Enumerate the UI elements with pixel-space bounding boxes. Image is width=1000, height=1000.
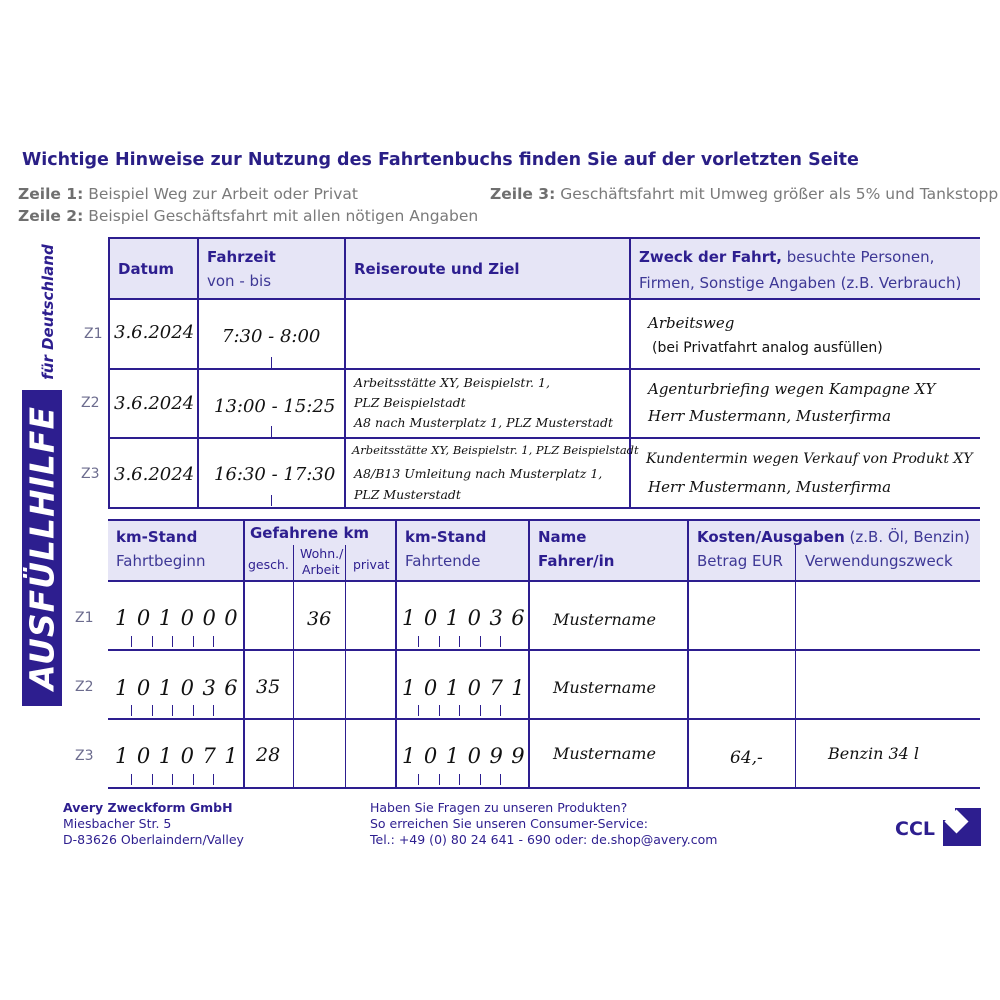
row-label-z2: Z2	[75, 679, 94, 695]
top-table-border-bottom	[108, 507, 980, 509]
zweck-line: Kundentermin wegen Verkauf von Produkt XY	[646, 451, 973, 467]
service-intro: So erreichen Sie unseren Consumer-Service:	[370, 816, 649, 831]
km-end-value: 101099	[402, 744, 534, 768]
digit-tick	[131, 636, 132, 647]
ccl-logo-text: CCL	[895, 818, 935, 840]
hint-1-label: Zeile 1:	[18, 185, 84, 203]
time-tick	[271, 426, 272, 437]
header-km-end: km-Stand	[405, 528, 487, 546]
company-city: D-83626 Oberlaindern/Valley	[63, 832, 244, 847]
time-cell: 7:30 - 8:00	[222, 326, 321, 347]
bottom-table-header-border	[108, 580, 980, 582]
zweck-line: Agenturbriefing wegen Kampagne XY	[648, 380, 936, 398]
digit-tick	[418, 636, 419, 647]
zweck-line: Arbeitsweg	[648, 314, 735, 332]
digit-tick	[131, 774, 132, 785]
header-fahrer: Fahrer/in	[538, 552, 615, 570]
hint-2-text: Beispiel Geschäftsfahrt mit allen nötigen Angaben	[88, 207, 479, 225]
digit-tick	[213, 636, 214, 647]
hint-3-text: Geschäftsfahrt mit Umweg größer als 5% und Tankstopp	[560, 185, 999, 203]
route-line: PLZ Musterstadt	[354, 487, 461, 502]
km-end-value: 101036	[402, 606, 534, 630]
km-start-value: 101000	[115, 606, 247, 630]
digit-tick	[172, 636, 173, 647]
digit-tick	[193, 636, 194, 647]
digit-tick	[213, 774, 214, 785]
row-label-z3: Z3	[75, 748, 94, 764]
top-table-border-left	[108, 237, 110, 509]
date-cell: 3.6.2024	[114, 322, 195, 343]
route-line: A8 nach Musterplatz 1, PLZ Musterstadt	[354, 415, 614, 430]
bottom-table-row-divider	[108, 718, 980, 720]
digit-tick	[193, 774, 194, 785]
header-datum: Datum	[118, 260, 175, 278]
header-km-start: km-Stand	[116, 528, 198, 546]
bottom-table-border-top	[108, 519, 980, 521]
date-cell: 3.6.2024	[114, 464, 195, 485]
digit-tick	[213, 705, 214, 716]
header-kosten-rest: (z.B. Öl, Benzin)	[849, 528, 970, 546]
digit-tick	[500, 774, 501, 785]
bottom-table-col-divider	[687, 519, 689, 789]
digit-tick	[439, 636, 440, 647]
header-name: Name	[538, 528, 587, 546]
top-table-header-border	[108, 298, 980, 300]
digit-tick	[172, 705, 173, 716]
date-cell: 3.6.2024	[114, 393, 195, 414]
bottom-table-col-divider	[395, 519, 397, 789]
bottom-table-subcol-divider	[293, 545, 294, 789]
service-question: Haben Sie Fragen zu unseren Produkten?	[370, 800, 628, 815]
sidebar-subtitle: für Deutschland	[39, 244, 57, 380]
zweck-line: Herr Mustermann, Musterfirma	[648, 407, 892, 425]
bottom-table-border-bottom	[108, 787, 980, 789]
hint-1-text: Beispiel Weg zur Arbeit oder Privat	[88, 185, 358, 203]
header-gefahren: Gefahrene km	[250, 524, 370, 542]
time-cell: 13:00 - 15:25	[214, 396, 336, 417]
route-line: Arbeitsstätte XY, Beispielstr. 1, PLZ Beispielstadt	[352, 443, 639, 457]
digit-tick	[152, 705, 153, 716]
header-gesch: gesch.	[248, 557, 289, 572]
driver-name: Mustername	[553, 744, 656, 763]
hint-2-label: Zeile 2:	[18, 207, 84, 225]
verwendung-value: Benzin 34 l	[828, 744, 920, 763]
digit-tick	[439, 774, 440, 785]
header-route: Reiseroute und Ziel	[354, 260, 520, 278]
bottom-table-row-divider	[108, 649, 980, 651]
digit-tick	[193, 705, 194, 716]
top-table-col-divider	[344, 237, 346, 509]
route-line: PLZ Beispielstadt	[354, 395, 466, 410]
digit-tick	[480, 705, 481, 716]
digit-tick	[500, 636, 501, 647]
betrag-value: 64,-	[730, 748, 763, 768]
route-line: Arbeitsstätte XY, Beispielstr. 1,	[354, 375, 550, 390]
top-table-col-divider	[629, 237, 631, 509]
row-label-z1: Z1	[84, 326, 103, 342]
time-tick	[271, 495, 272, 506]
header-wohn: Wohn./	[300, 546, 344, 561]
header-fahrzeit: Fahrzeit	[207, 248, 276, 266]
header-zweck-rest: besuchte Personen,	[786, 248, 935, 266]
row-label-z2: Z2	[81, 395, 100, 411]
top-table-border-top	[108, 237, 980, 239]
digit-tick	[500, 705, 501, 716]
gesch-km-value: 28	[256, 744, 281, 766]
zweck-line: Herr Mustermann, Musterfirma	[648, 478, 892, 496]
page-heading: Wichtige Hinweise zur Nutzung des Fahrtenbuchs finden Sie auf der vorletzten Seite	[22, 150, 859, 170]
service-contact[interactable]: Tel.: +49 (0) 80 24 641 - 690 oder: de.shop@avery.com	[370, 832, 718, 847]
top-table-row-divider	[108, 437, 980, 439]
company-street: Miesbacher Str. 5	[63, 816, 172, 831]
digit-tick	[152, 636, 153, 647]
ccl-logo-icon	[943, 808, 981, 846]
digit-tick	[459, 705, 460, 716]
digit-tick	[152, 774, 153, 785]
header-fahrzeit-sub: von - bis	[207, 272, 272, 290]
digit-tick	[439, 705, 440, 716]
digit-tick	[480, 636, 481, 647]
hint-line-2	[18, 207, 478, 225]
digit-tick	[459, 636, 460, 647]
driver-name: Mustername	[553, 678, 656, 697]
bottom-table-subcol-divider	[345, 545, 346, 789]
row-label-z3: Z3	[81, 466, 100, 482]
header-zweck-rest-2: Firmen, Sonstige Angaben (z.B. Verbrauch)	[639, 274, 962, 292]
header-km-start-sub: Fahrtbeginn	[116, 552, 206, 570]
digit-tick	[172, 774, 173, 785]
gesch-km-value: 35	[256, 676, 281, 698]
digit-tick	[131, 705, 132, 716]
digit-tick	[418, 705, 419, 716]
header-km-end-sub: Fahrtende	[405, 552, 481, 570]
digit-tick	[418, 774, 419, 785]
header-betrag: Betrag EUR	[697, 552, 783, 570]
km-start-value: 101036	[115, 676, 247, 700]
top-table-col-divider	[197, 237, 199, 509]
route-line: A8/B13 Umleitung nach Musterplatz 1,	[354, 466, 603, 481]
header-zweck: Zweck der Fahrt,	[639, 248, 782, 266]
digit-tick	[459, 774, 460, 785]
header-kosten: Kosten/Ausgaben	[697, 528, 845, 546]
hint-line-3	[490, 185, 998, 203]
row-label-z1: Z1	[75, 610, 94, 626]
zweck-line: (bei Privatfahrt analog ausfüllen)	[652, 340, 883, 356]
header-arbeit: Arbeit	[302, 562, 340, 577]
header-verwendung: Verwendungszweck	[805, 552, 953, 570]
time-cell: 16:30 - 17:30	[214, 464, 336, 485]
hint-line-1	[18, 185, 358, 203]
bottom-table-subcol-divider	[795, 545, 796, 789]
hint-3-label: Zeile 3:	[490, 185, 556, 203]
company-name: Avery Zweckform GmbH	[63, 800, 233, 815]
wohn-km-value: 36	[307, 608, 332, 630]
km-end-value: 101071	[402, 676, 534, 700]
driver-name: Mustername	[553, 610, 656, 629]
top-table-row-divider	[108, 368, 980, 370]
km-start-value: 101071	[115, 744, 247, 768]
digit-tick	[480, 774, 481, 785]
header-privat: privat	[353, 557, 390, 572]
time-tick	[271, 357, 272, 368]
sidebar-title: AUSFÜLLHILFE	[22, 405, 62, 691]
